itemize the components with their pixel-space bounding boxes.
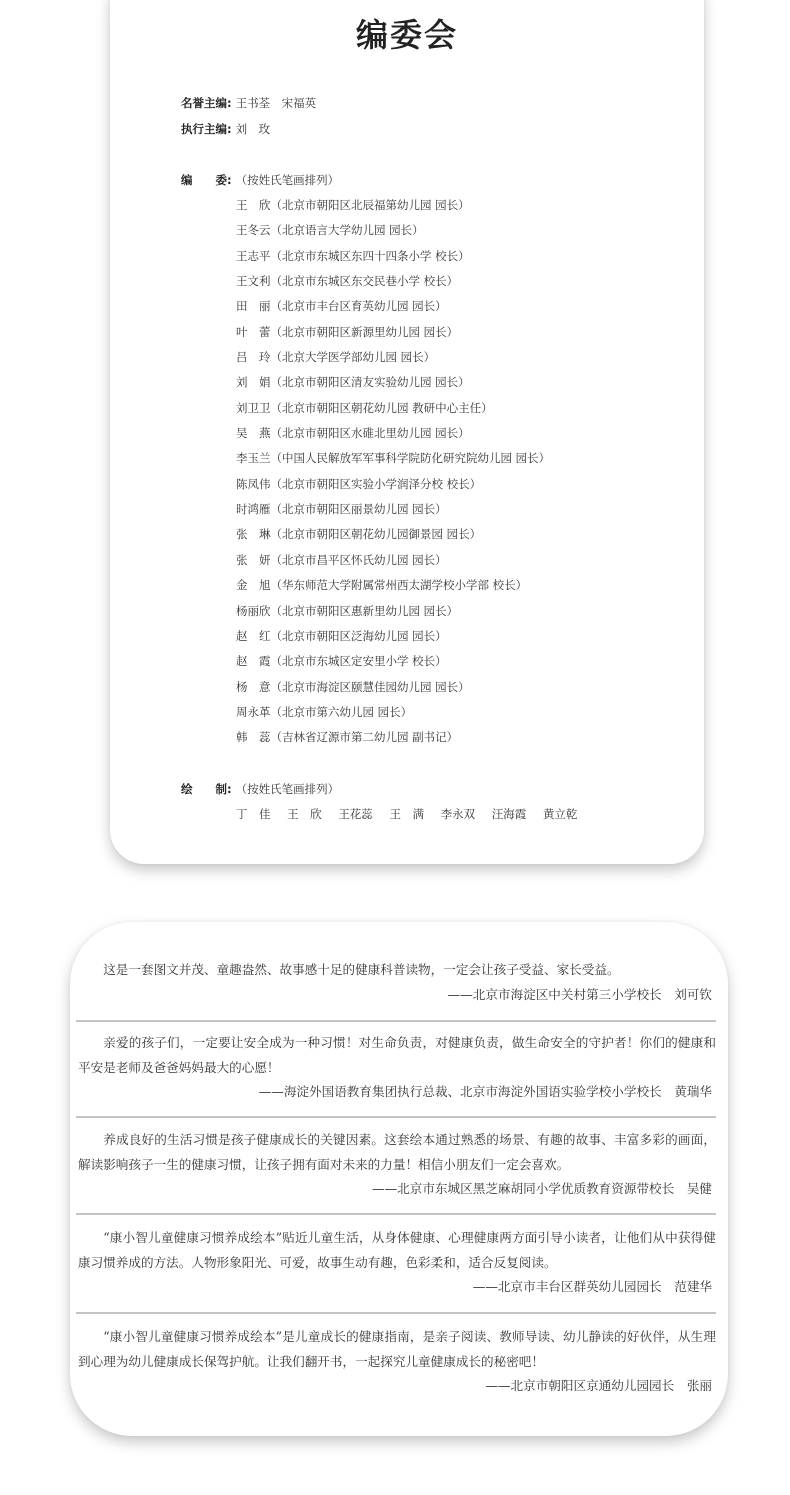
board-member: 赵 霞（北京市东城区定安里小学 校长） (236, 654, 447, 669)
endorsement-text: “康小智儿童健康习惯养成绘本”是儿童成长的健康指南，是亲子阅读、教师导读、幼儿静读的好伙伴，从生理到心理为幼儿健康成长保驾护航。让我们翻开书，一起探究儿童健康成长的秘密吧！ (78, 1329, 716, 1369)
board-member: 田 丽（北京市丰台区育英幼儿园 园长） (236, 299, 447, 314)
board-member: 刘卫卫（北京市朝阳区朝花幼儿园 教研中心主任） (236, 400, 493, 415)
board-member: 韩 蕊（吉林省辽源市第二幼儿园 副书记） (236, 730, 459, 745)
endorsement-divider (76, 1213, 716, 1215)
honorary-editors (181, 95, 316, 111)
endorsement-text: 这是一套图文并茂、童趣盎然、故事感十足的健康科普读物，一定会让孩子受益、家长受益。 (103, 962, 620, 977)
illustrator-name: 丁 佳 (236, 807, 271, 821)
board-member: 王 欣（北京市朝阳区北辰福第幼儿园 园长） (236, 198, 470, 212)
illustrator-name: 王 欣 (287, 807, 322, 821)
board-member: 吕 玲（北京大学医学部幼儿园 园长） (236, 350, 436, 365)
endorsement-divider (76, 1020, 716, 1022)
illustrator-name: 李永双 (440, 807, 476, 821)
board-member: 叶 蕾（北京市朝阳区新源里幼儿园 园长） (236, 324, 459, 339)
endorsement-attribution: ——北京市朝阳区京通幼儿园园长 张丽 (485, 1378, 712, 1393)
board-note: （按姓氏笔画排列） (235, 173, 340, 187)
board-member: 杨丽欣（北京市朝阳区惠新里幼儿园 园长） (236, 603, 459, 618)
board-member: 张 妍（北京市昌平区怀氏幼儿园 园长） (236, 552, 447, 567)
endorsement-divider (76, 1116, 716, 1118)
board-member: 李玉兰（中国人民解放军军事科学院防化研究院幼儿园 园长） (236, 451, 551, 466)
endorsement-divider (76, 1312, 716, 1314)
illustrator-name: 黄立乾 (542, 807, 578, 821)
board-label: 编 委: (181, 173, 232, 187)
board-member: 杨 意（北京市海淀区颐慧佳园幼儿园 园长） (236, 679, 470, 694)
endorsement-text: 亲爱的孩子们，一定要让安全成为一种习惯！对生命负责，对健康负责，做生命安全的守护者！你们的健康和平安是老师及爸爸妈妈最大的心愿！ (78, 1035, 716, 1075)
board-member-list (236, 197, 656, 755)
executive-editor (181, 121, 270, 137)
endorsement-item (78, 958, 716, 1007)
executive-editor-label: 执行主编: (181, 122, 232, 136)
endorsement-attribution: ——北京市东城区黑芝麻胡同小学优质教育资源带校长 吴健 (371, 1181, 712, 1196)
endorsement-attribution: ——海淀外国语教育集团执行总裁、北京市海淀外国语实验学校小学校长 黄瑞华 (258, 1084, 712, 1099)
board-member: 刘 娟（北京市朝阳区清友实验幼儿园 园长） (236, 375, 470, 390)
endorsement-item (78, 1325, 716, 1399)
endorsement-text: “康小智儿童健康习惯养成绘本”贴近儿童生活，从身体健康、心理健康两方面引导小读者，让他们从中获得健康习惯养成的方法。人物形象阳光、可爱，故事生动有趣，色彩柔和，适合反复阅读。 (78, 1230, 716, 1270)
endorsement-attribution: ——北京市海淀区中关村第三小学校长 刘可钦 (447, 986, 712, 1002)
illustrator-name: 王花蕊 (338, 807, 373, 821)
board-member: 吴 燕（北京市朝阳区水碓北里幼儿园 园长） (236, 426, 470, 441)
board-member: 陈凤伟（北京市朝阳区实验小学润泽分校 校长） (236, 476, 482, 491)
illustrators-heading (181, 781, 339, 797)
illustrator-list (236, 806, 590, 822)
board-member: 张 琳（北京市朝阳区朝花幼儿园御景园 园长） (236, 527, 482, 542)
board-member: 王志平（北京市东城区东四十四条小学 校长） (236, 248, 470, 263)
honorary-editors-label: 名誉主编: (181, 96, 232, 110)
board-member: 金 旭（华东师范大学附属常州西太湖学校小学部 校长） (236, 578, 528, 593)
endorsement-attribution: ——北京市丰台区群英幼儿园园长 范建华 (472, 1279, 712, 1294)
illustrators-note: （按姓氏笔画排列） (235, 782, 340, 796)
endorsement-item (78, 1226, 716, 1300)
endorsement-item (78, 1128, 716, 1202)
board-member: 王冬云（北京语言大学幼儿园 园长） (236, 223, 424, 238)
endorsement-text: 养成良好的生活习惯是孩子健康成长的关键因素。这套绘本通过熟悉的场景、有趣的故事、丰富多彩的画面，解读影响孩子一生的健康习惯，让孩子拥有面对未来的力量！相信小朋友们一定会喜欢。 (78, 1132, 716, 1172)
board-member: 周永革（北京市第六幼儿园 园长） (236, 704, 413, 719)
endorsement-item (78, 1031, 716, 1105)
editorial-board-title: 编委会 (355, 16, 458, 54)
illustrator-name: 王 满 (389, 807, 424, 821)
illustrator-name: 汪海霞 (491, 807, 527, 821)
board-member: 时鸿雁（北京市朝阳区丽景幼儿园 园长） (236, 502, 447, 517)
board-heading (181, 172, 339, 188)
honorary-editors-names: 王书荃 宋福英 (235, 96, 317, 110)
executive-editor-names: 刘 玫 (235, 122, 271, 136)
board-member: 赵 红（北京市朝阳区泛海幼儿园 园长） (236, 628, 447, 643)
board-member: 王文利（北京市东城区东交民巷小学 校长） (236, 274, 459, 289)
illustrators-label: 绘 制: (181, 782, 232, 796)
